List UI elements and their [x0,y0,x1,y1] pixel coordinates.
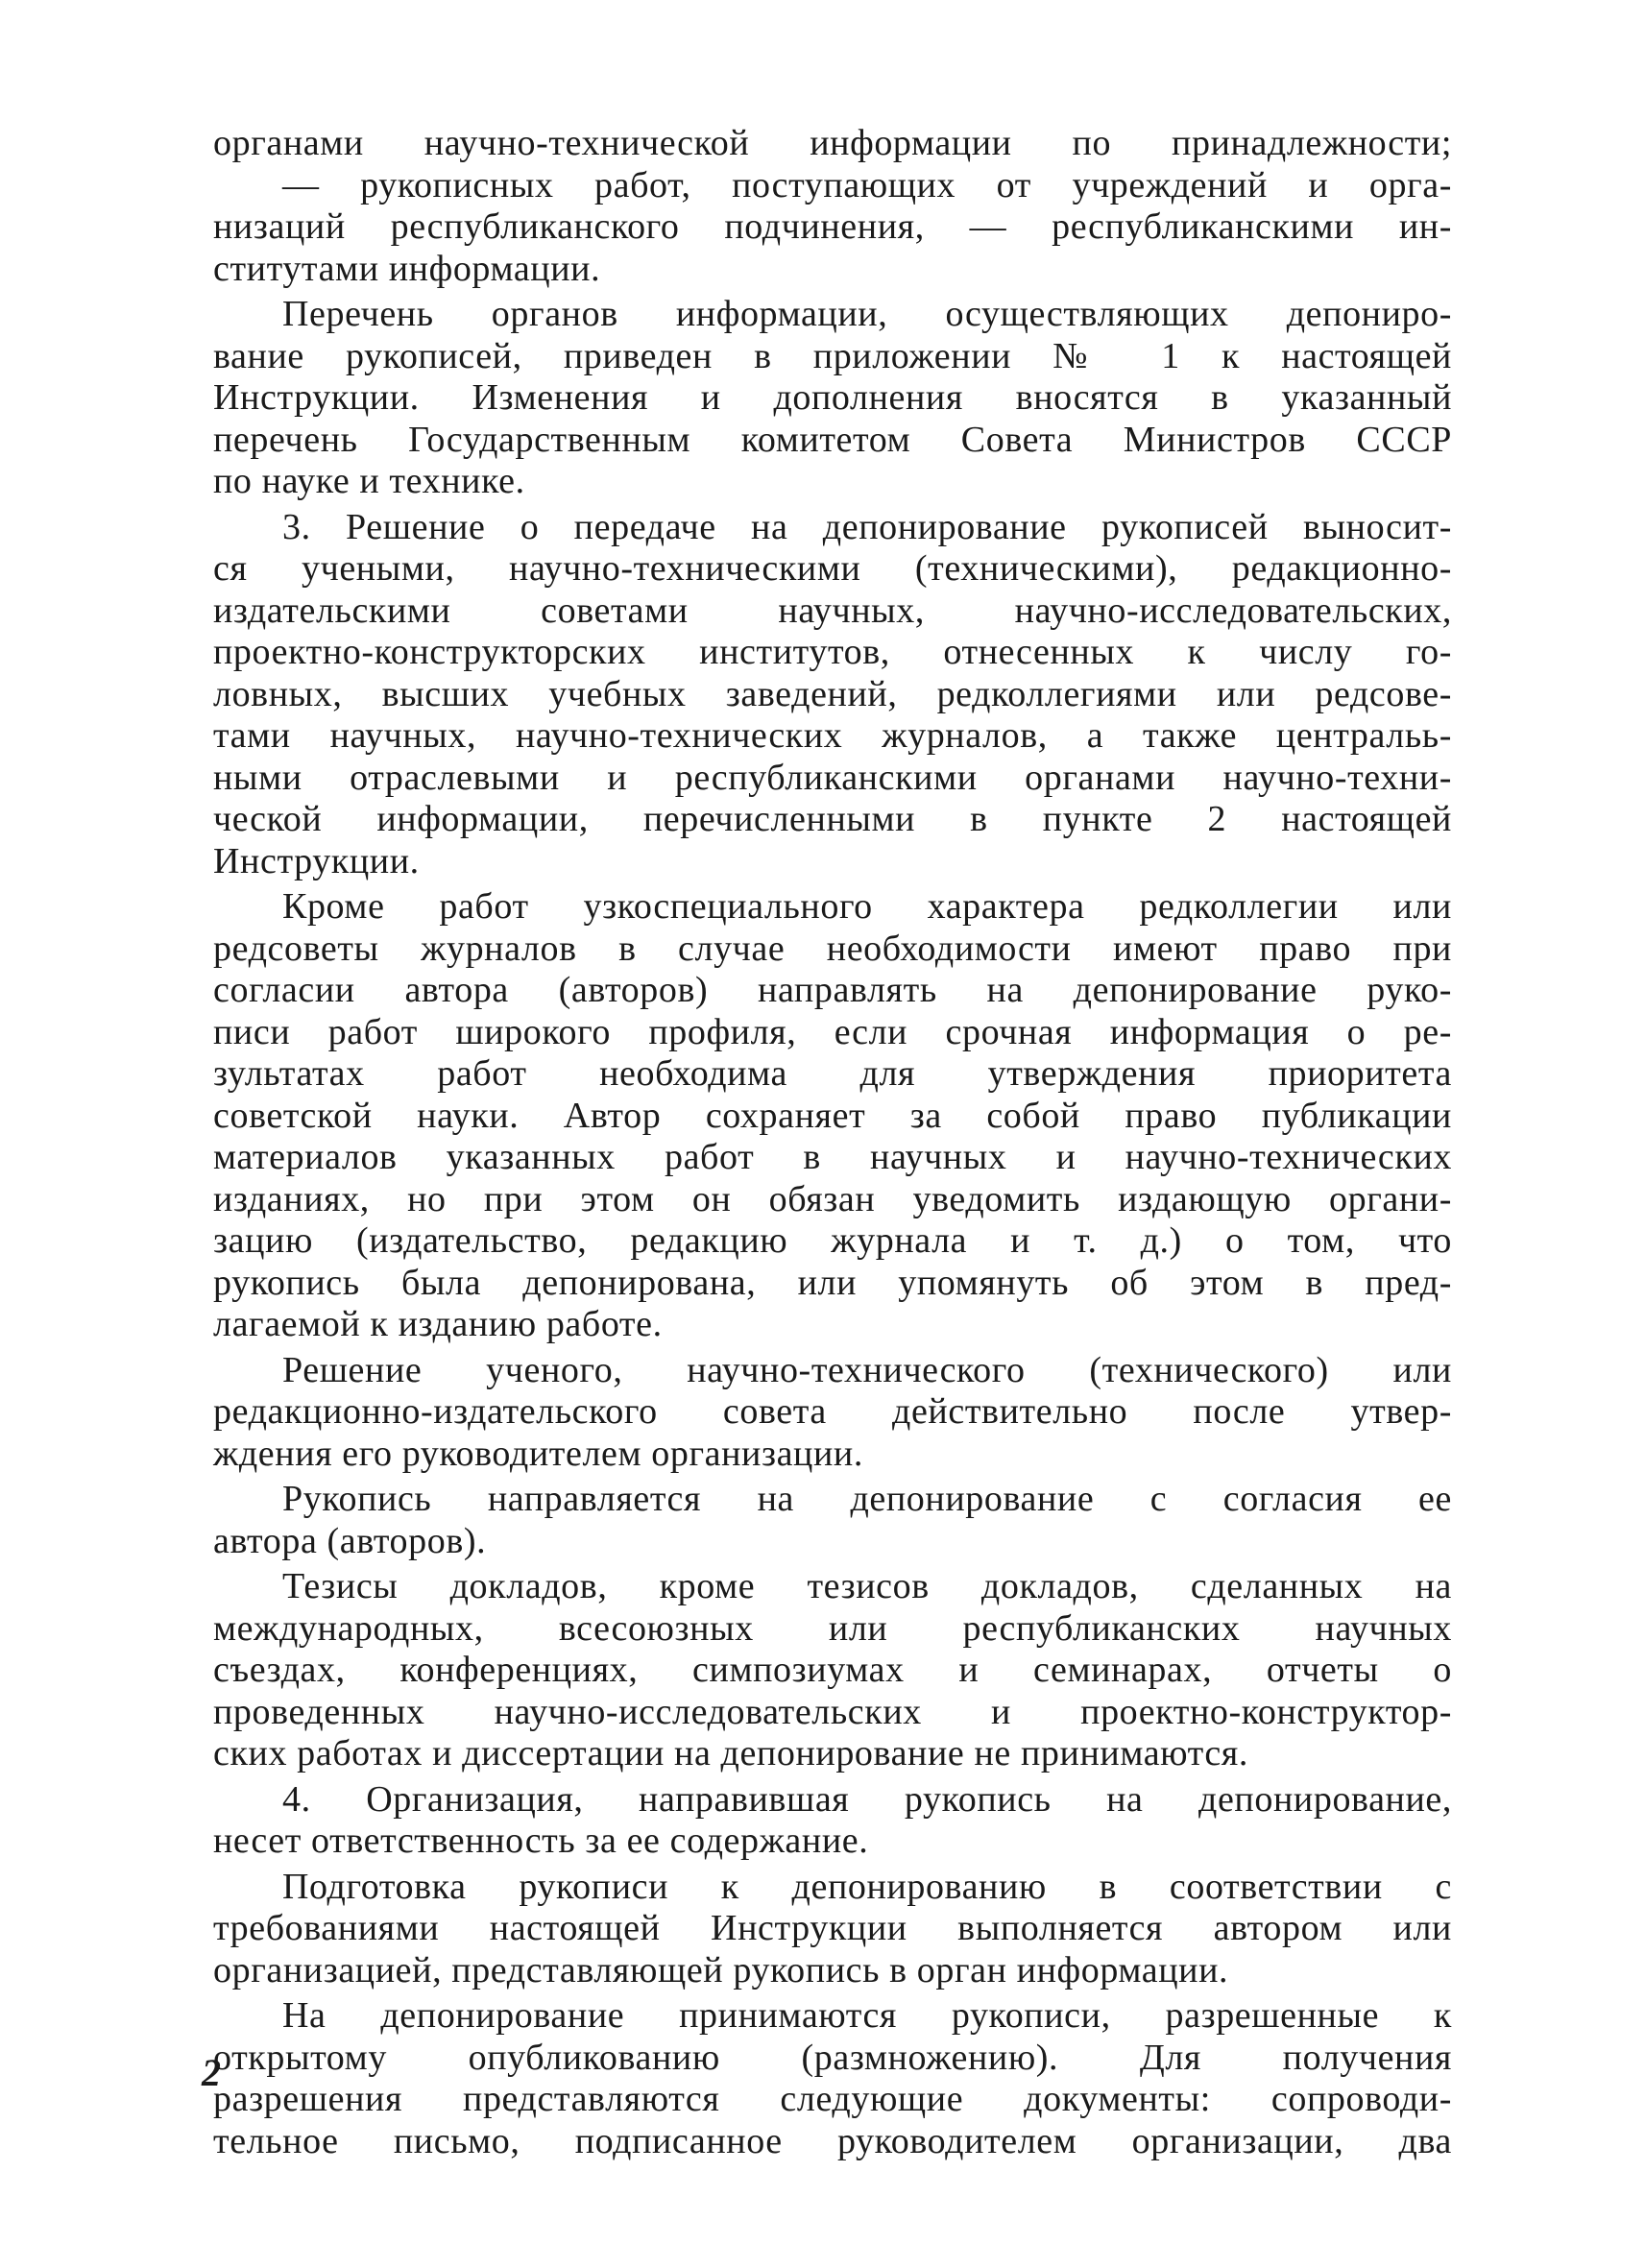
text-line: проектно-конструкторских институтов, отнесенных к числу го- [213,632,1452,672]
text-line: ческой информации, перечисленными в пункте 2 настоящей [213,799,1452,839]
text-line: — рукописных работ, поступающих от учреждений и орга- [282,164,1452,205]
text-line: вание рукописей, приведен в приложении № 1 к настоящей [213,335,1452,376]
text-line: 3. Решение о передаче на депонирование рукописей выносит- [282,506,1452,547]
text-line: зультатах работ необходима для утверждения приоритета [213,1053,1452,1094]
text-line: тельное письмо, подписанное руководителем организации, два [213,2120,1452,2161]
text-line: перечень Государственным комитетом Совета Министров СССР [213,419,1452,460]
text-line: несет ответственность за ее содержание. [213,1821,869,1861]
text-line: требованиями настоящей Инструкции выполняется автором или [213,1908,1452,1948]
text-line: Кроме работ узкоспециального характера редколлегии или [282,886,1452,927]
text-line: издательскими советами научных, научно-исследовательских, [213,590,1452,631]
text-line: писи работ широкого профиля, если срочная информация о ре- [213,1011,1452,1052]
text-line: ными отраслевыми и республиканскими органами научно-техни- [213,757,1452,798]
text-line: лагаемой к изданию работе. [213,1304,663,1344]
text-line: Инструкции. [213,840,420,881]
text-line: ждения его руководителем организации. [213,1433,863,1474]
text-line: рукопись была депонирована, или упомянуть об этом в пред- [213,1262,1452,1303]
text-line: На депонирование принимаются рукописи, разрешенные к [282,1995,1452,2036]
page-number: 2 [202,2051,221,2094]
text-line: ститутами информации. [213,248,601,289]
text-line: Решение ученого, научно-технического (технического) или [282,1349,1452,1390]
text-line: ловных, высших учебных заведений, редколлегиями или редсове- [213,673,1452,714]
text-line: организацией, представляющей рукопись в орган информации. [213,1949,1229,1991]
text-line: Инструкции. Изменения и дополнения вносятся в указанный [213,377,1452,418]
text-line: советской науки. Автор сохраняет за собой право публикации [213,1095,1452,1136]
text-line: тами научных, научно-технических журналов, а также центральь- [213,715,1452,756]
text-line: 4. Организация, направившая рукопись на депонирование, [282,1778,1452,1820]
text-line: автора (авторов). [213,1520,487,1561]
text-line: разрешения представляются следующие документы: сопроводи- [213,2079,1452,2119]
text-line: проведенных научно-исследовательских и проектно-конструктор- [213,1691,1452,1732]
text-line: съездах, конференциях, симпозиумах и семинарах, отчеты о [213,1650,1452,1690]
text-line: по науке и технике. [213,461,525,501]
text-line: ся учеными, научно-техническими (техническими), редакционно- [213,548,1452,589]
text-line: органами научно-технической информации по принадлежности; [213,123,1452,163]
text-line: согласии автора (авторов) направлять на депонирование руко- [213,970,1452,1010]
text-line: низаций республиканского подчинения, — республиканскими ин- [213,206,1452,247]
text-line: открытому опубликованию (размножению). Для получения [213,2037,1452,2078]
text-line: материалов указанных работ в научных и научно-технических [213,1137,1452,1177]
text-line: Подготовка рукописи к депонированию в соответствии с [282,1866,1452,1907]
text-line: изданиях, но при этом он обязан уведомить издающую органи- [213,1178,1452,1219]
text-line: Рукопись направляется на депонирование с согласия ее [282,1479,1452,1519]
text-line: Перечень органов информации, осуществляющих депониро- [282,294,1452,334]
text-line: Тезисы докладов, кроме тезисов докладов, сделанных на [282,1566,1452,1606]
document-body [213,123,1452,2162]
text-line: редсоветы журналов в случае необходимости имеют право при [213,928,1452,969]
text-line: редакционно-издательского совета действительно после утвер- [213,1391,1452,1432]
text-line: зацию (издательство, редакцию журнала и т. д.) о том, что [213,1220,1452,1261]
text-line: ских работах и диссертации на депонирование не принимаются. [213,1733,1248,1773]
text-line: международных, всесоюзных или республиканских научных [213,1607,1452,1649]
